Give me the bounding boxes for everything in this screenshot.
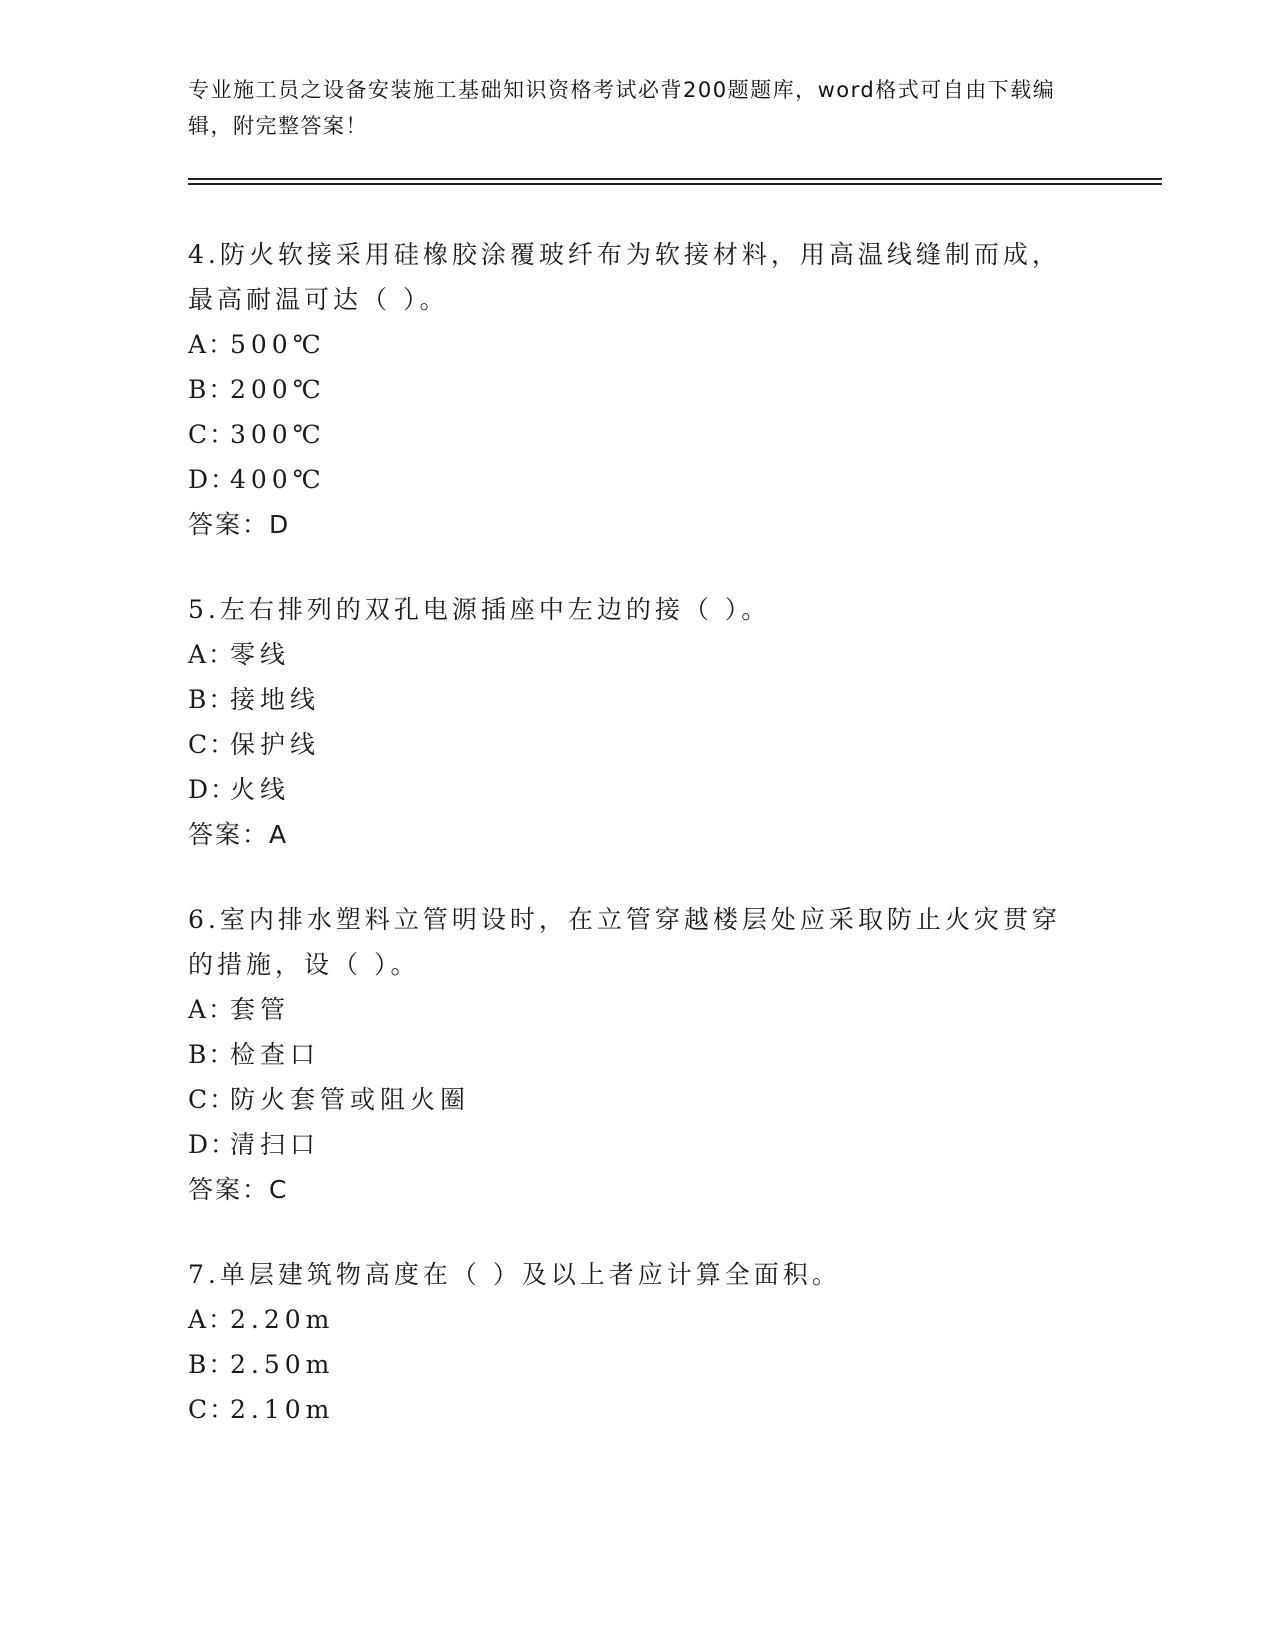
option-letter: B： [188, 375, 236, 404]
option-letter: D： [188, 1130, 238, 1159]
question-list [188, 232, 1088, 1472]
option-text: 清扫口 [230, 1130, 321, 1159]
option-text: 防火套管或阻火圈 [230, 1085, 471, 1114]
question-text: 6.室内排水塑料立管明设时，在立管穿越楼层处应采取防止火灾贯穿的措施，设（ ）。 [188, 905, 1061, 979]
header-divider-top [188, 178, 1162, 180]
option-text: 检查口 [230, 1040, 321, 1069]
option-a [188, 1297, 1088, 1342]
option-letter: C： [188, 1085, 237, 1114]
option-text: 保护线 [230, 730, 321, 759]
option-a [188, 987, 1088, 1032]
document-header [188, 72, 1088, 144]
question-text: 7.单层建筑物高度在（ ）及以上者应计算全面积。 [188, 1260, 841, 1289]
option-text: 300℃ [230, 420, 326, 449]
option-a [188, 322, 1088, 367]
question-5 [188, 587, 1088, 857]
option-letter: B： [188, 685, 236, 714]
option-text: 套管 [230, 995, 291, 1024]
option-d [188, 457, 1088, 502]
option-letter: B： [188, 1350, 236, 1379]
header-title: 专业施工员之设备安装施工基础知识资格考试必背200题题库，word格式可自由下载编辑，附完整答案！ [188, 78, 1056, 138]
option-letter: D： [188, 465, 238, 494]
question-7 [188, 1252, 1088, 1432]
option-letter: C： [188, 1395, 237, 1424]
option-letter: D： [188, 775, 238, 804]
option-text: 200℃ [230, 375, 326, 404]
question-6 [188, 897, 1088, 1212]
option-d [188, 767, 1088, 812]
question-text: 4.防火软接采用硅橡胶涂覆玻纤布为软接材料，用高温线缝制而成，最高耐温可达（ ）。 [188, 240, 1061, 314]
option-c [188, 1387, 1088, 1432]
option-b [188, 1032, 1088, 1077]
option-letter: A： [188, 1305, 236, 1334]
option-text: 500℃ [230, 330, 326, 359]
option-text: 火线 [230, 775, 291, 804]
option-b [188, 367, 1088, 412]
option-text: 接地线 [230, 685, 321, 714]
question-text: 5.左右排列的双孔电源插座中左边的接（ ）。 [188, 595, 771, 624]
option-a [188, 632, 1088, 677]
option-letter: A： [188, 995, 236, 1024]
option-b [188, 677, 1088, 722]
option-b [188, 1342, 1088, 1387]
header-divider-bottom [188, 183, 1162, 185]
option-letter: C： [188, 420, 237, 449]
question-4 [188, 232, 1088, 547]
option-text: 400℃ [230, 465, 326, 494]
option-text: 2.10m [230, 1395, 335, 1424]
answer-label: 答案：C [188, 1175, 289, 1204]
option-d [188, 1122, 1088, 1167]
option-letter: A： [188, 640, 236, 669]
option-text: 零线 [230, 640, 291, 669]
option-c [188, 722, 1088, 767]
answer-label: 答案：A [188, 820, 289, 849]
option-letter: C： [188, 730, 237, 759]
answer-label: 答案：D [188, 510, 291, 539]
option-c [188, 1077, 1088, 1122]
option-c [188, 412, 1088, 457]
option-text: 2.20m [230, 1305, 335, 1334]
option-text: 2.50m [230, 1350, 335, 1379]
option-letter: A： [188, 330, 236, 359]
option-letter: B： [188, 1040, 236, 1069]
